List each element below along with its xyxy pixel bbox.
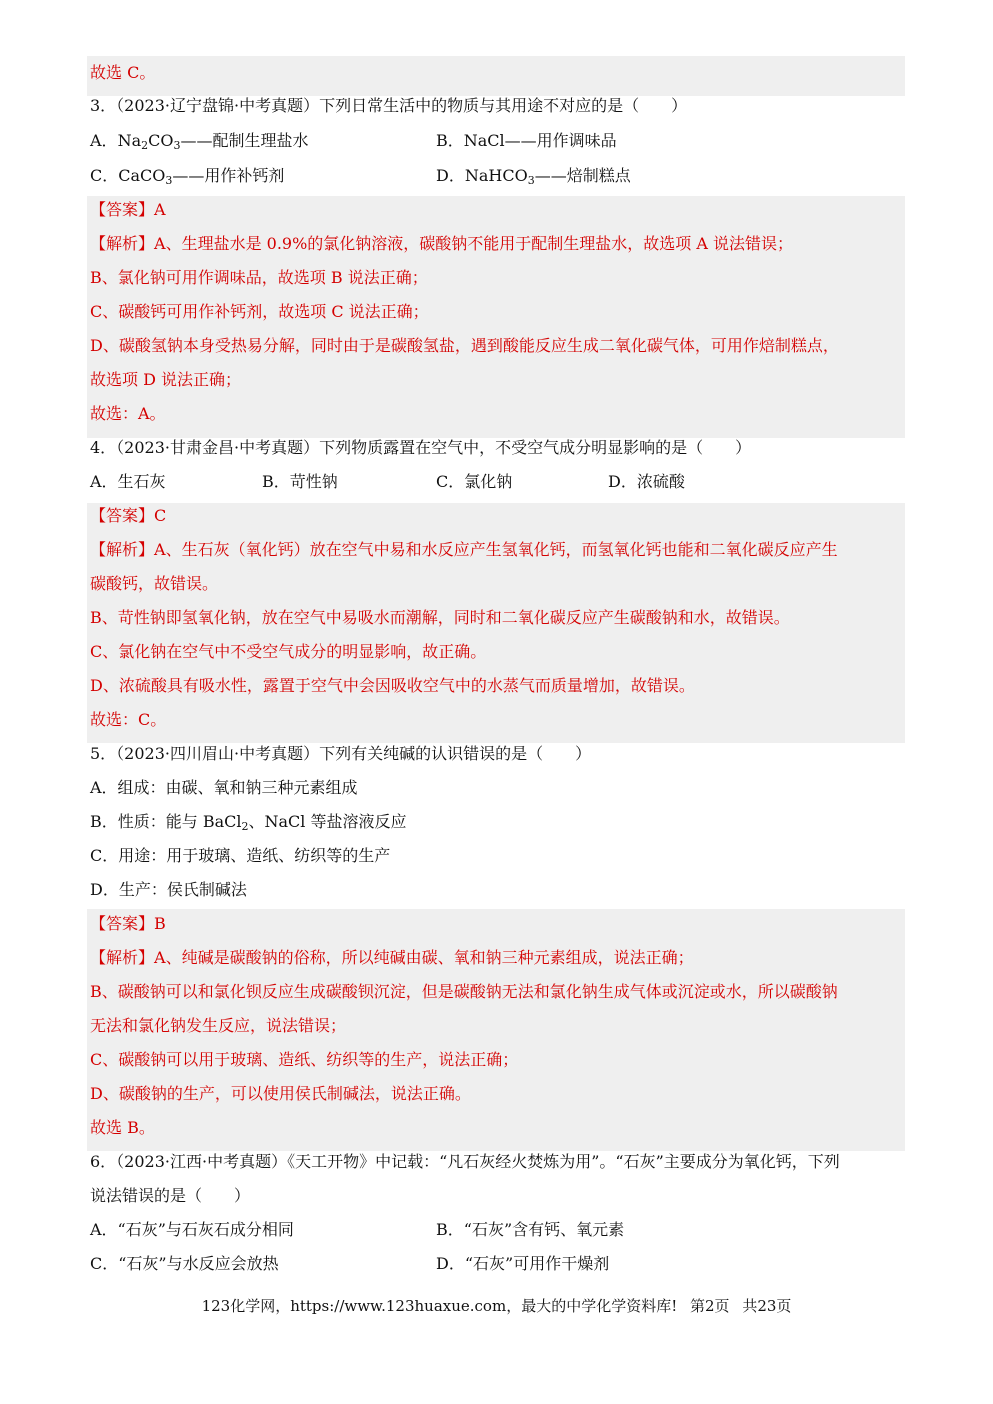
q5-analysis-5: D、碳酸钠的生产，可以使用侯氏制碱法，说法正确。 [90, 1084, 471, 1103]
q6-stem-line-2: 说法错误的是（ ） [90, 1186, 251, 1205]
q5-analysis-1: 【解析】A、纯碱是碳酸钠的俗称，所以纯碱由碳、氧和钠三种元素组成，说法正确； [90, 948, 694, 967]
q3-analysis-2: B、氯化钠可用作调味品，故选项 B 说法正确； [90, 268, 428, 287]
q5-option-c: C．用途：用于玻璃、造纸、纺织等的生产 [90, 846, 391, 865]
prev-conclusion: 故选 C。 [90, 63, 156, 82]
q4-option-d: D．浓硫酸 [608, 472, 685, 491]
q4-option-c: C．氯化钠 [436, 472, 513, 491]
q4-conclusion: 故选：C。 [90, 710, 167, 729]
q3-stem: 3．（2023·辽宁盘锦·中考真题）下列日常生活中的物质与其用途不对应的是（ ） [90, 96, 688, 115]
footer-site: 123化学网，https://www.123huaxue.com，最大的中学化学资料库! [201, 1297, 678, 1315]
q4-option-a: A．生石灰 [90, 472, 166, 491]
q4-analysis-4: C、氯化钠在空气中不受空气成分的明显影响，故正确。 [90, 642, 487, 661]
q6-option-c: C．“石灰”与水反应会放热 [90, 1254, 279, 1273]
q6-option-b: B．“石灰”含有钙、氧元素 [436, 1220, 625, 1239]
q3-analysis-4: D、碳酸氢钠本身受热易分解，同时由于是碳酸氢盐，遇到酸能反应生成二氧化碳气体，可用作焙制糕点， [90, 336, 839, 355]
q3-option-d: D．NaHCO$_3$——焙制糕点 [436, 166, 631, 187]
q5-analysis-3: 无法和氯化钠发生反应，说法错误； [90, 1016, 347, 1035]
q4-analysis-2: 碳酸钙，故错误。 [90, 574, 219, 593]
q3-option-b: B．NaCl——用作调味品 [436, 131, 617, 150]
q3-analysis-1: 【解析】A、生理盐水是 0.9%的氯化钠溶液，碳酸钠不能用于配制生理盐水，故选项 A 说法错误； [90, 234, 794, 253]
q4-option-b: B．苛性钠 [262, 472, 338, 491]
q5-answer: 【答案】B [90, 914, 166, 933]
q6-stem-line-1: 6．（2023·江西·中考真题）《天工开物》中记载：“凡石灰经火焚炼为用”。“石灰”主要成分为氧化钙，下列 [90, 1152, 840, 1171]
q4-stem: 4．（2023·甘肃金昌·中考真题）下列物质露置在空气中，不受空气成分明显影响的是（ ） [90, 438, 752, 457]
q4-analysis-3: B、苛性钠即氢氧化钠，放在空气中易吸水而潮解，同时和二氧化碳反应产生碳酸钠和水，故错误。 [90, 608, 790, 627]
page-footer [0, 1295, 993, 1316]
q4-analysis-1: 【解析】A、生石灰（氧化钙）放在空气中易和水反应产生氢氧化钙，而氢氧化钙也能和二氧化碳反应产生 [90, 540, 838, 559]
footer-page-number: 第2页 [690, 1297, 730, 1315]
q5-stem: 5．（2023·四川眉山·中考真题）下列有关纯碱的认识错误的是（ ） [90, 744, 592, 763]
q5-conclusion: 故选 B。 [90, 1118, 155, 1137]
q4-answer: 【答案】C [90, 506, 167, 525]
footer-page-total: 共23页 [742, 1297, 792, 1315]
q6-option-d: D．“石灰”可用作干燥剂 [436, 1254, 610, 1273]
q5-analysis-2: B、碳酸钠可以和氯化钡反应生成碳酸钡沉淀，但是碳酸钠无法和氯化钠生成气体或沉淀或水，所以碳酸钠 [90, 982, 838, 1001]
q3-option-c: C．CaCO$_3$——用作补钙剂 [90, 166, 285, 187]
q5-option-b: B．性质：能与 BaCl$_2$、NaCl 等盐溶液反应 [90, 812, 407, 833]
q6-option-a: A．“石灰”与石灰石成分相同 [90, 1220, 294, 1239]
q5-option-d: D．生产：侯氏制碱法 [90, 880, 247, 899]
q3-answer: 【答案】A [90, 200, 166, 219]
q3-conclusion: 故选：A。 [90, 404, 166, 423]
q4-analysis-5: D、浓硫酸具有吸水性，露置于空气中会因吸收空气中的水蒸气而质量增加，故错误。 [90, 676, 695, 695]
q5-analysis-4: C、碳酸钠可以用于玻璃、造纸、纺织等的生产，说法正确； [90, 1050, 519, 1069]
q3-option-a: A．$Na_2CO_3——$配制生理盐水 [90, 131, 309, 152]
q5-option-a: A．组成：由碳、氧和钠三种元素组成 [90, 778, 358, 797]
q3-analysis-3: C、碳酸钙可用作补钙剂，故选项 C 说法正确； [90, 302, 429, 321]
q3-analysis-5: 故选项 D 说法正确； [90, 370, 242, 389]
